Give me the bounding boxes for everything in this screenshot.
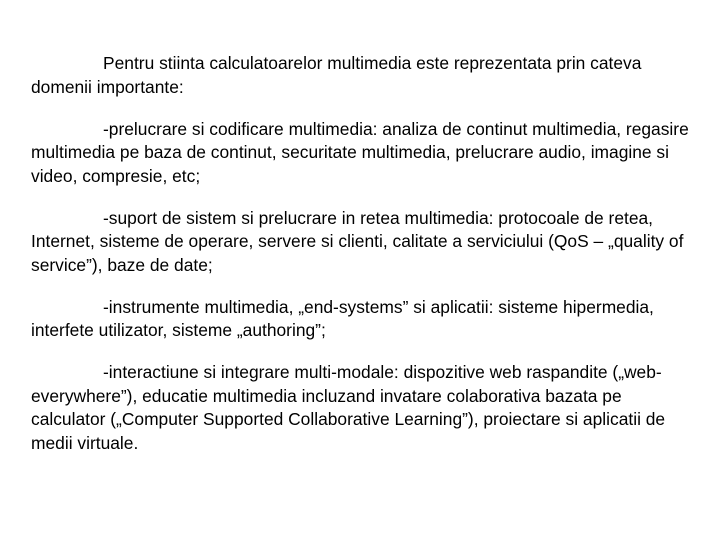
slide-body: [31, 52, 691, 474]
domain-tools-applications: -instrumente multimedia, „end-systems” si aplicatii: sisteme hipermedia, interfete utilizator, sisteme „authoring”;: [31, 296, 654, 340]
domain-interaction-integration: -interactiune si integrare multi-modale: dispozitive web raspandite („web-everywhere”), educatie multimedia incluzand invatare colaborativa bazata pe calculator („Computer Supported Collaborative Learning”), proiectare si aplicatii de medii virtuale.: [31, 362, 666, 453]
domain-system-network: -suport de sistem si prelucrare in retea multimedia: protocoale de retea, Internet, sisteme de operare, servere si clienti, calitate a serviciului (QoS – „quality of service”), baze de date;: [31, 207, 684, 275]
domain-processing-coding: -prelucrare si codificare multimedia: analiza de continut multimedia, regasire multimedia pe baza de continut, securitate multimedia, prelucrare audio, imagine si video, compresie, etc;: [31, 118, 689, 186]
intro-paragraph: Pentru stiinta calculatoarelor multimedia este reprezentata prin cateva domenii importante:: [31, 53, 642, 97]
